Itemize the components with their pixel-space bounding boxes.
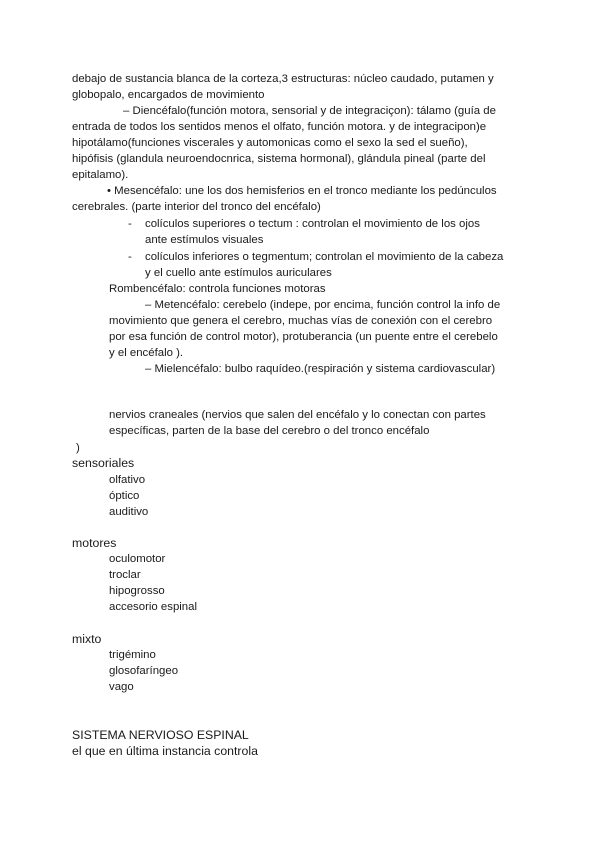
text-line: epitalamo). [72,169,129,181]
list-item: vago [109,681,134,693]
section-heading: mixto [72,632,102,646]
text-line: ante estímulos visuales [145,234,264,246]
list-item: accesorio espinal [109,601,198,613]
text-line: movimiento que genera el cerebro, muchas vías de conexión con el cerebro [109,315,493,327]
list-item: trigémino [109,649,156,661]
text-line: específicas, parten de la base del cerebro o del tronco encéfalo [109,425,430,437]
text-line: por esa función de control motor), protuberancia (un puente entre el cerebelo [109,331,498,343]
list-item: troclar [109,569,141,581]
text-line: ) [76,442,80,454]
list-item: hipogrosso [109,585,165,597]
text-line: • Mesencéfalo: une los dos hemisferios en el tronco mediante los pedúnculos [107,185,497,197]
text-line: hipotálamo(funciones viscerales y automonicas como el sexo la sed el sueño), [72,137,468,149]
text-line: – Diencéfalo(función motora, sensorial y de integraciçon): tálamo (guía de [123,105,496,117]
text-line: y el encéfalo ). [109,347,184,359]
text-line: globopalo, encargados de movimiento [72,89,265,101]
section-heading: sensoriales [72,456,135,470]
list-item: oculomotor [109,553,166,565]
text-line: colículos superiores o tectum : controlan el movimiento de los ojos [145,218,480,230]
list-item: glosofaríngeo [109,665,179,677]
text-line: colículos inferiores o tegmentum; controlan el movimiento de la cabeza [145,251,504,263]
text-line: nervios craneales (nervios que salen del encéfalo y lo conectan con partes [109,409,486,421]
text-line: hipófisis (glandula neuroendocnrica, sistema hormonal), glándula pineal (parte del [72,153,486,165]
list-item: óptico [109,490,140,502]
text-line: el que en última instancia controla [72,744,258,758]
section-heading: motores [72,536,117,550]
list-item: auditivo [109,506,149,518]
text-line: – Metencéfalo: cerebelo (indepe, por encima, función control la info de [145,299,501,311]
list-dash: - [128,218,132,230]
list-dash: - [128,251,132,263]
list-item: olfativo [109,474,146,486]
text-line: cerebrales. (parte interior del tronco del encéfalo) [72,201,321,213]
section-title: SISTEMA NERVIOSO ESPINAL [72,728,249,742]
text-line: entrada de todos los sentidos menos el olfato, función motora. y de integracipon)e [72,121,487,133]
text-line: Rombencéfalo: controla funciones motoras [109,283,326,295]
text-line: debajo de sustancia blanca de la corteza,3 estructuras: núcleo caudado, putamen y [72,73,494,85]
text-line: y el cuello ante estímulos auriculares [145,267,332,279]
text-line: – Mielencéfalo: bulbo raquídeo.(respiración y sistema cardiovascular) [145,363,496,375]
